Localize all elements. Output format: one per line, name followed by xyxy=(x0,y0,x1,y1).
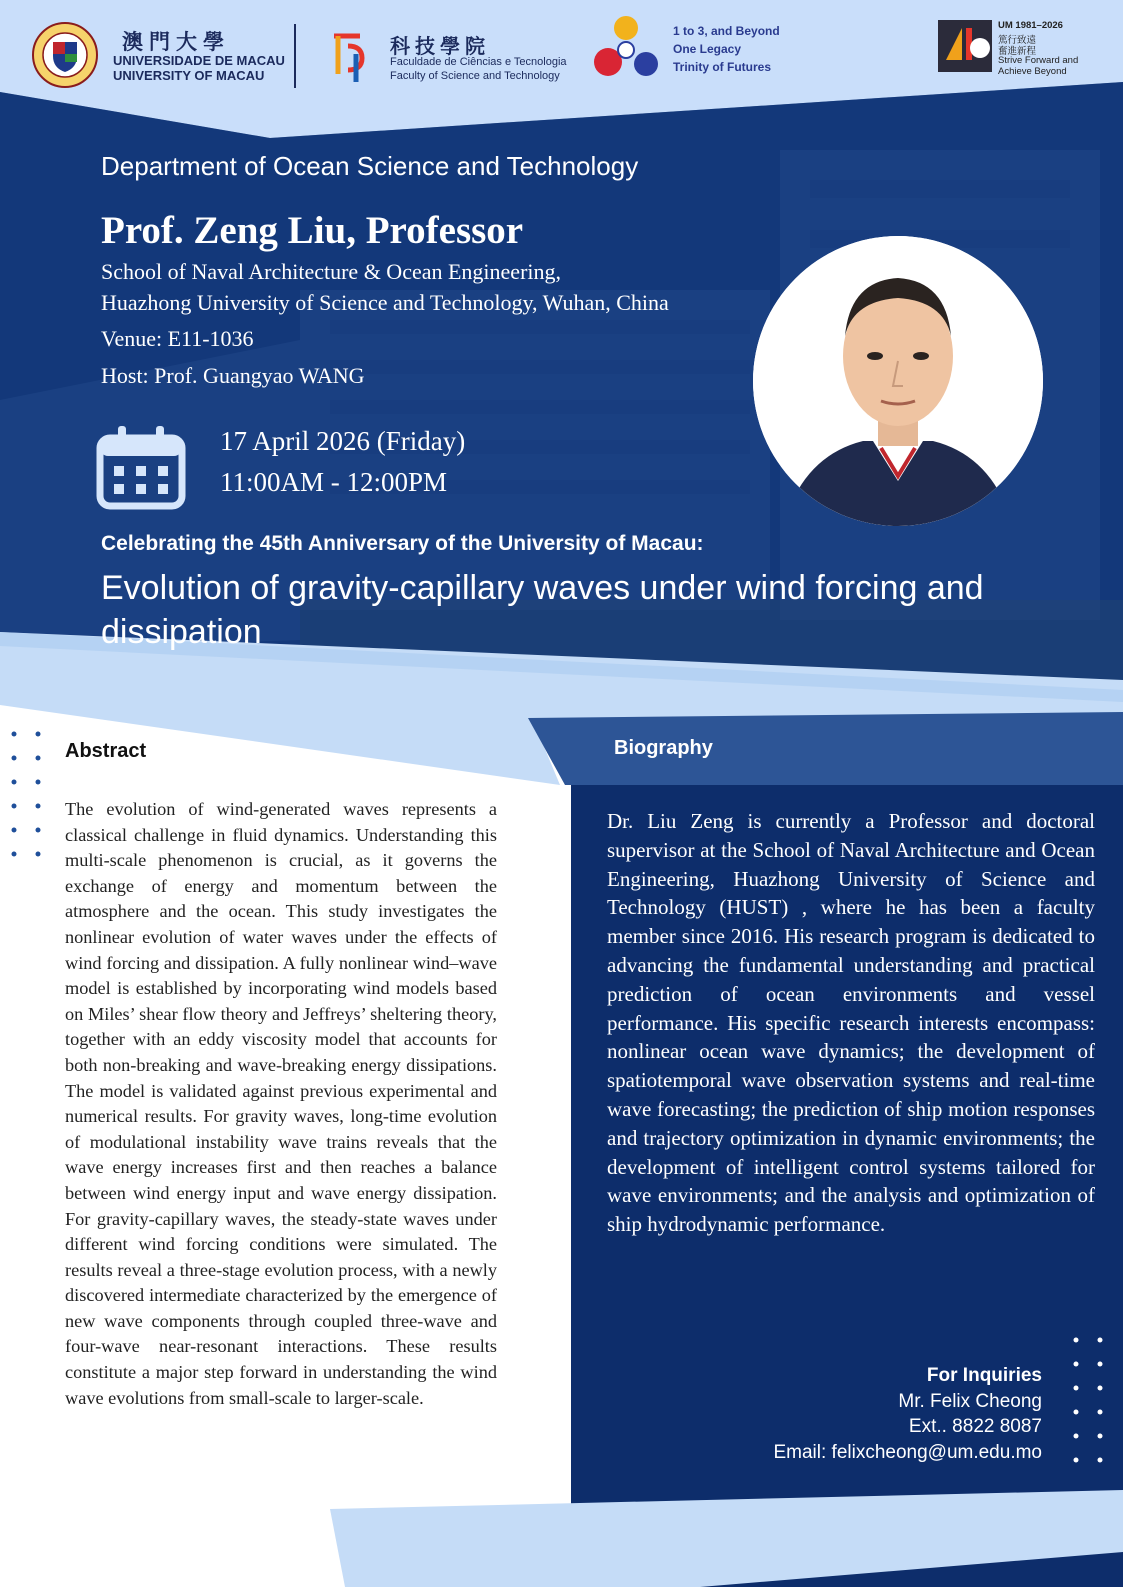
header-divider xyxy=(294,24,296,88)
anniversary-years: UM 1981–2026 xyxy=(998,20,1063,31)
abstract-text: The evolution of wind-generated waves represents a classical challenge in fluid dynamics. Understanding this multi-scale phenomenon is crucial, as it governs the exchange of energy and momentum between the atmosphere and the ocean. This study investigates the nonlinear evolution of water waves under the effects of wind forcing and dissipation. A fully nonlinear wind–wave model is established by incorporating wind models based on Miles’ shear flow theory and Jeffreys’ sheltering theory, together with an eddy viscosity model that accounts for both non-breaking and wave-breaking energy dissipations. The model is validated against previous experimental and numerical results. For gravity waves, long-time evolution of modulational instability wave trains reveals that the wave energy increases first and then reaches a balance between wind energy input and wave energy dissipation. For gravity-capillary waves, the steady-state waves under different wind forcing conditions were simulated. The results reveal a three-stage evolution process, with a newly discovered intermediate characterized by the emergence of new wave components through coupled three-wave and four-wave near-resonant interactions. These results constitute a major step forward in understanding the wind wave evolutions from small-scale to larger-scale. xyxy=(65,799,497,1408)
speaker-portrait xyxy=(753,236,1043,526)
legacy-line-3: Trinity of Futures xyxy=(673,60,772,74)
um-english-name: UNIVERSITY OF MACAU xyxy=(113,68,265,83)
inquiries-email[interactable]: Email: felixcheong@um.edu.mo xyxy=(773,1442,1042,1463)
anniversary-45-logo xyxy=(938,20,992,72)
inquiries-contact: Mr. Felix Cheong xyxy=(898,1391,1042,1412)
fst-english-name: Faculty of Science and Technology xyxy=(390,70,560,82)
speaker-name: Prof. Zeng Liu, Professor xyxy=(101,209,524,252)
anniversary-chinese-2: 奮進新程 xyxy=(998,46,1037,57)
affiliation-line-2: Huazhong University of Science and Technology, Wuhan, China xyxy=(101,290,669,315)
affiliation-line-1: School of Naval Architecture & Ocean Engineering, xyxy=(101,259,562,284)
um-portuguese-name: UNIVERSIDADE DE MACAU xyxy=(113,53,285,68)
abstract-heading: Abstract xyxy=(65,740,147,762)
department-name: Department of Ocean Science and Technology xyxy=(101,151,639,181)
anniversary-chinese-1: 篤行致遠 xyxy=(998,35,1037,46)
legacy-line-2: One Legacy xyxy=(673,42,742,56)
um-chinese-name: 澳門大學 xyxy=(122,29,230,54)
legacy-line-1: 1 to 3, and Beyond xyxy=(673,24,780,38)
anniversary-english-1: Strive Forward and xyxy=(998,55,1079,66)
biography-text: Dr. Liu Zeng is currently a Professor and doctoral supervisor at the School of Naval Architecture and Ocean Engineering, Huazhong University of Science and Technology (HUST) , where he has been a faculty member since 2016. His research program is dedicated to advancing the fundamental understanding and practical prediction of ocean environments and vessel performance. His specific research interests encompass: nonlinear ocean wave dynamics; the development of spatiotemporal wave observation systems and real-time wave forecasting; the prediction of ship motion responses and trajectory optimization in dynamic environments; the development of intelligent control systems tailored for wave environments; and the analysis and optimization of ship hydrodynamic performance. xyxy=(607,809,1095,1237)
talk-title: Evolution of gravity-capillary waves under wind forcing and dissipation xyxy=(101,569,984,651)
speaker-photo xyxy=(753,236,1043,526)
host: Host: Prof. Guangyao WANG xyxy=(101,363,365,388)
celebration-line: Celebrating the 45th Anniversary of the University of Macau: xyxy=(101,532,704,555)
decorative-dots-left xyxy=(8,728,48,864)
inquiries-extension: Ext.. 8822 8087 xyxy=(908,1416,1042,1437)
venue: Venue: E11-1036 xyxy=(101,326,254,351)
fst-chinese-name: 科技學院 xyxy=(390,34,490,58)
um-crest-logo xyxy=(32,22,98,88)
decorative-dots-right xyxy=(1072,1334,1106,1470)
anniversary-english-2: Achieve Beyond xyxy=(998,66,1067,77)
inquiries-heading: For Inquiries xyxy=(926,1365,1042,1386)
event-time: 11:00AM - 12:00PM xyxy=(220,467,448,497)
event-date: 17 April 2026 (Friday) xyxy=(220,426,466,456)
fst-logo xyxy=(326,30,374,86)
biography-heading: Biography xyxy=(614,737,713,759)
calendar-icon xyxy=(96,426,186,510)
fst-portuguese-name: Faculdade de Ciências e Tecnologia xyxy=(390,56,567,68)
legacy-logo xyxy=(592,14,664,82)
